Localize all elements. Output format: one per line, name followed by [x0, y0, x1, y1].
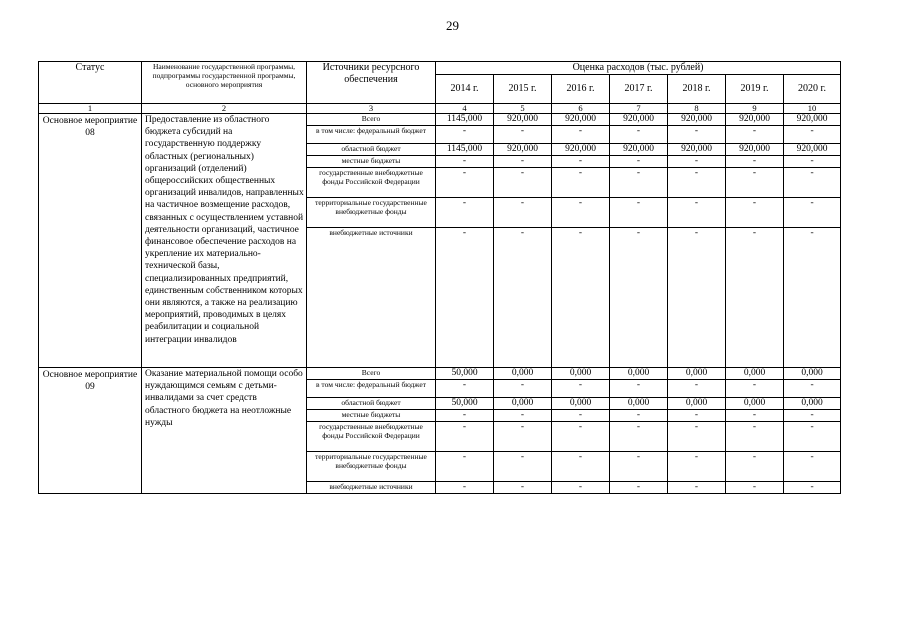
- expense-value: -: [610, 410, 668, 422]
- column-number: 4: [436, 104, 494, 114]
- expense-value: -: [494, 452, 552, 482]
- expense-value: -: [610, 452, 668, 482]
- column-number: 7: [610, 104, 668, 114]
- header-year: 2017 г.: [610, 75, 668, 104]
- funding-source: местные бюджеты: [307, 410, 436, 422]
- funding-source: внебюджетные источники: [307, 228, 436, 368]
- header-year: 2020 г.: [784, 75, 841, 104]
- expense-value: -: [552, 410, 610, 422]
- expense-value: -: [552, 228, 610, 368]
- funding-source: в том числе: федеральный бюджет: [307, 126, 436, 144]
- expense-value: -: [668, 168, 726, 198]
- expense-value: -: [610, 422, 668, 452]
- expense-value: 920,000: [784, 114, 841, 126]
- row-description: Оказание материальной помощи особо нуждающимся семьям с детьми-инвалидами за счет средств областного бюджета на неотложные нужды: [142, 368, 307, 494]
- expense-value: -: [726, 228, 784, 368]
- header-estimate: Оценка расходов (тыс. рублей): [436, 62, 841, 75]
- expense-value: 920,000: [552, 144, 610, 156]
- expense-value: 920,000: [726, 144, 784, 156]
- expense-value: 0,000: [784, 398, 841, 410]
- expense-value: -: [494, 228, 552, 368]
- expense-value: -: [436, 380, 494, 398]
- expense-value: -: [610, 156, 668, 168]
- column-number: 10: [784, 104, 841, 114]
- expense-value: 50,000: [436, 368, 494, 380]
- column-number: 1: [39, 104, 142, 114]
- expense-value: 50,000: [436, 398, 494, 410]
- funding-source: областной бюджет: [307, 398, 436, 410]
- expense-value: -: [726, 168, 784, 198]
- page-number: 29: [446, 18, 459, 33]
- budget-table: [38, 61, 841, 494]
- expense-value: -: [494, 410, 552, 422]
- expense-value: -: [668, 126, 726, 144]
- expense-value: -: [494, 168, 552, 198]
- expense-value: -: [784, 380, 841, 398]
- expense-value: -: [552, 482, 610, 494]
- expense-value: 920,000: [494, 114, 552, 126]
- expense-value: 0,000: [494, 368, 552, 380]
- expense-value: -: [668, 422, 726, 452]
- expense-value: -: [552, 452, 610, 482]
- header-year: 2015 г.: [494, 75, 552, 104]
- expense-value: 920,000: [552, 114, 610, 126]
- header-year: 2016 г.: [552, 75, 610, 104]
- funding-source: местные бюджеты: [307, 156, 436, 168]
- expense-value: -: [784, 452, 841, 482]
- expense-value: 1145,000: [436, 114, 494, 126]
- funding-source: Всего: [307, 368, 436, 380]
- header-program-name: Наименование государственной программы, подпрограммы государственной программы, основного мероприятия: [142, 62, 307, 104]
- column-number: 8: [668, 104, 726, 114]
- header-year: 2018 г.: [668, 75, 726, 104]
- expense-value: -: [784, 228, 841, 368]
- expense-value: 920,000: [610, 114, 668, 126]
- expense-value: 0,000: [726, 368, 784, 380]
- funding-source: Всего: [307, 114, 436, 126]
- expense-value: -: [726, 380, 784, 398]
- expense-value: -: [784, 482, 841, 494]
- expense-value: -: [610, 228, 668, 368]
- expense-value: 0,000: [668, 398, 726, 410]
- row-status: Основное мероприятие 09: [39, 368, 142, 494]
- expense-value: -: [436, 156, 494, 168]
- expense-value: -: [784, 156, 841, 168]
- expense-value: 0,000: [610, 398, 668, 410]
- column-number: 3: [307, 104, 436, 114]
- expense-value: -: [726, 410, 784, 422]
- expense-value: 1145,000: [436, 144, 494, 156]
- expense-value: 0,000: [552, 368, 610, 380]
- expense-value: 0,000: [552, 398, 610, 410]
- expense-value: -: [494, 126, 552, 144]
- expense-value: -: [784, 410, 841, 422]
- expense-value: -: [436, 482, 494, 494]
- expense-value: 920,000: [494, 144, 552, 156]
- expense-value: -: [494, 380, 552, 398]
- expense-value: -: [726, 126, 784, 144]
- funding-source: государственные внебюджетные фонды Российской Федерации: [307, 422, 436, 452]
- header-year: 2019 г.: [726, 75, 784, 104]
- expense-value: -: [436, 168, 494, 198]
- expense-value: -: [726, 482, 784, 494]
- row-status: Основное мероприятие 08: [39, 114, 142, 368]
- expense-value: -: [726, 452, 784, 482]
- expense-value: -: [552, 168, 610, 198]
- row-description: Предоставление из областного бюджета субсидий на государственную поддержку областных (региональных) организаций (отделений) общероссийских общественных организаций инвалидов, направленных на частичное возмещение расходов, связанных с осуществлением уставной деятельности организаций, частичное финансовое обеспечение расходов на укрепление их материально-технической базы, специализированных предприятий, единственным собственником которых они являются, а также на реализацию мероприятий, проводимых в целях реабилитации и социальной интеграции инвалидов: [142, 114, 307, 368]
- funding-source: территориальные государственные внебюджетные фонды: [307, 198, 436, 228]
- expense-value: -: [494, 198, 552, 228]
- expense-value: -: [610, 168, 668, 198]
- expense-value: 0,000: [784, 368, 841, 380]
- expense-value: -: [610, 482, 668, 494]
- column-number: 6: [552, 104, 610, 114]
- table-row: [39, 368, 841, 380]
- expense-value: -: [494, 422, 552, 452]
- expense-value: -: [436, 228, 494, 368]
- expense-value: -: [668, 198, 726, 228]
- expense-value: -: [668, 156, 726, 168]
- funding-source: внебюджетные источники: [307, 482, 436, 494]
- funding-source: государственные внебюджетные фонды Российской Федерации: [307, 168, 436, 198]
- expense-value: 920,000: [610, 144, 668, 156]
- header-year: 2014 г.: [436, 75, 494, 104]
- expense-value: 0,000: [610, 368, 668, 380]
- expense-value: -: [552, 198, 610, 228]
- expense-value: -: [610, 126, 668, 144]
- funding-source: в том числе: федеральный бюджет: [307, 380, 436, 398]
- expense-value: -: [726, 156, 784, 168]
- expense-value: 920,000: [726, 114, 784, 126]
- column-number: 2: [142, 104, 307, 114]
- column-number: 5: [494, 104, 552, 114]
- expense-value: 0,000: [494, 398, 552, 410]
- expense-value: -: [552, 380, 610, 398]
- expense-value: -: [436, 126, 494, 144]
- header-sources: Источники ресурсного обеспечения: [307, 62, 436, 104]
- expense-value: 0,000: [726, 398, 784, 410]
- expense-value: 0,000: [668, 368, 726, 380]
- funding-source: областной бюджет: [307, 144, 436, 156]
- expense-value: -: [494, 156, 552, 168]
- expense-value: 920,000: [668, 144, 726, 156]
- column-number: 9: [726, 104, 784, 114]
- expense-value: -: [784, 168, 841, 198]
- expense-value: -: [726, 422, 784, 452]
- expense-value: 920,000: [784, 144, 841, 156]
- expense-value: -: [726, 198, 784, 228]
- expense-value: -: [668, 228, 726, 368]
- expense-value: -: [784, 198, 841, 228]
- expense-value: -: [552, 156, 610, 168]
- expense-value: -: [436, 198, 494, 228]
- expense-value: 920,000: [668, 114, 726, 126]
- expense-value: -: [784, 126, 841, 144]
- table-row: [39, 114, 841, 126]
- expense-value: -: [784, 422, 841, 452]
- expense-value: -: [668, 482, 726, 494]
- expense-value: -: [552, 126, 610, 144]
- expense-value: -: [668, 380, 726, 398]
- expense-value: -: [668, 410, 726, 422]
- header-status: Статус: [39, 62, 142, 104]
- expense-value: -: [610, 380, 668, 398]
- expense-value: -: [552, 422, 610, 452]
- expense-value: -: [610, 198, 668, 228]
- funding-source: территориальные государственные внебюджетные фонды: [307, 452, 436, 482]
- expense-value: -: [494, 482, 552, 494]
- expense-value: -: [668, 452, 726, 482]
- expense-value: -: [436, 410, 494, 422]
- expense-value: -: [436, 452, 494, 482]
- expense-value: -: [436, 422, 494, 452]
